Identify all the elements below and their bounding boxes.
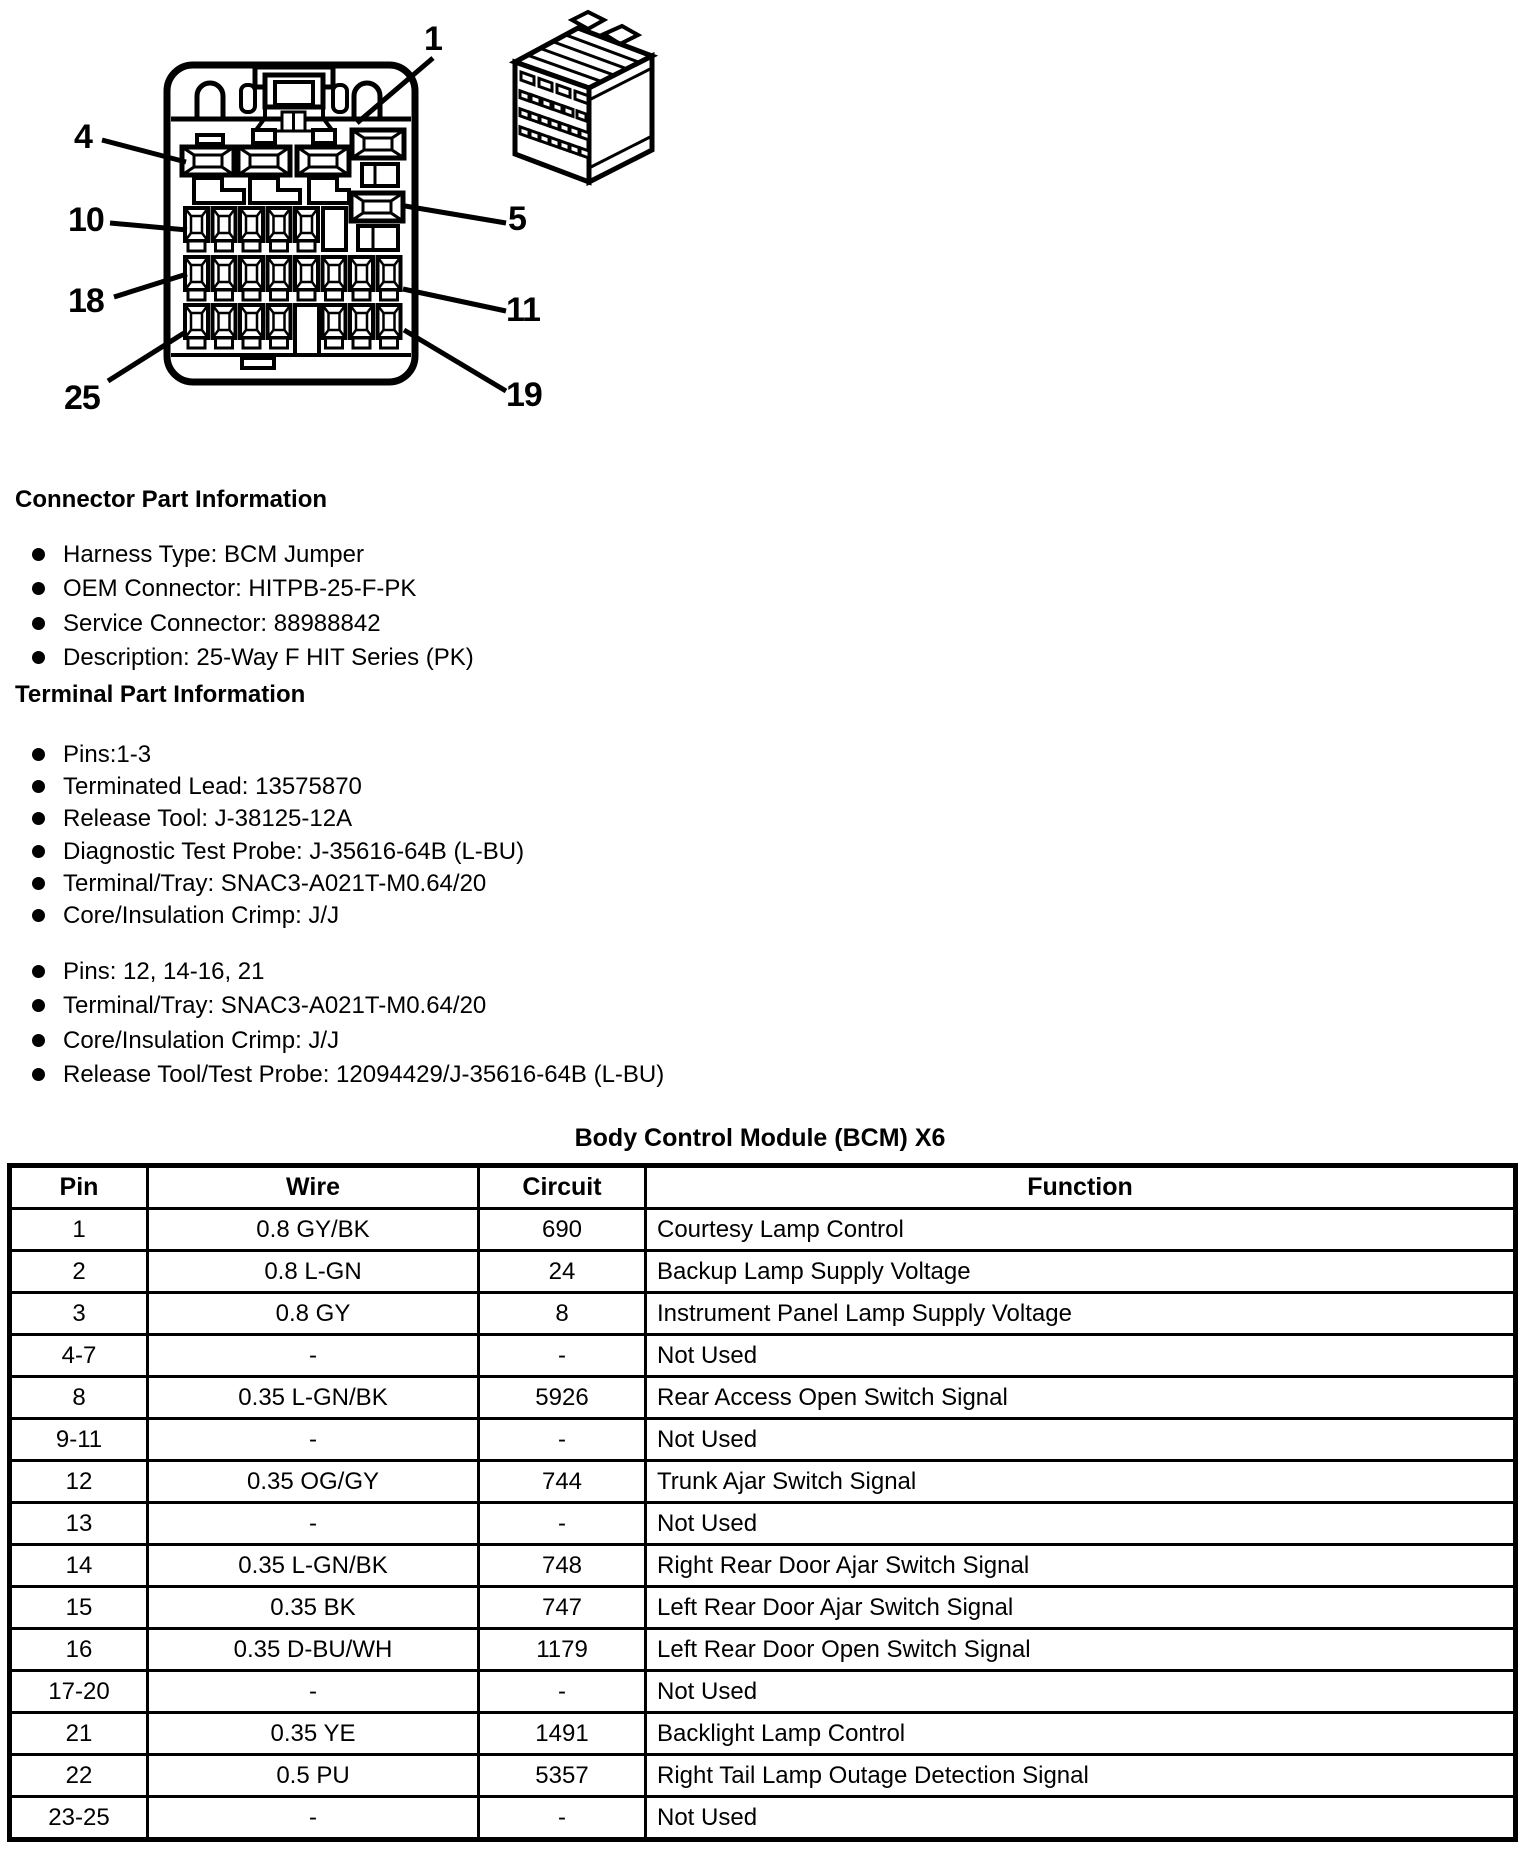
- list-item: [0, 644, 780, 678]
- wire-cell: 0.8 GY/BK: [148, 1209, 479, 1251]
- bullet-icon: [32, 909, 45, 922]
- pin-cell: 9-11: [10, 1419, 148, 1461]
- circuit-cell: 690: [479, 1209, 646, 1251]
- function-cell: Right Tail Lamp Outage Detection Signal: [646, 1755, 1516, 1797]
- pin-5-cavity: [351, 193, 403, 250]
- wire-cell: 0.8 L-GN: [148, 1251, 479, 1293]
- bullet-icon: [32, 651, 45, 664]
- callout-label-4: 4: [74, 118, 92, 156]
- list-item-text: Terminated Lead: 13575870: [63, 773, 362, 801]
- connector-face-view: [167, 65, 415, 382]
- pin-cell: 23-25: [10, 1797, 148, 1840]
- table-title: Body Control Module (BCM) X6: [574, 1124, 946, 1152]
- function-cell: Right Rear Door Ajar Switch Signal: [646, 1545, 1516, 1587]
- post-left: [197, 83, 223, 119]
- wire-cell: 0.35 L-GN/BK: [148, 1545, 479, 1587]
- circuit-cell: 24: [479, 1251, 646, 1293]
- table-row: [10, 1293, 1516, 1335]
- table-row: [10, 1587, 1516, 1629]
- wire-cell: 0.35 L-GN/BK: [148, 1377, 479, 1419]
- table-row: [10, 1797, 1516, 1840]
- bullet-icon: [32, 748, 45, 761]
- function-cell: Rear Access Open Switch Signal: [646, 1377, 1516, 1419]
- table-row: [10, 1419, 1516, 1461]
- pin-cell: 14: [10, 1545, 148, 1587]
- function-cell: Not Used: [646, 1335, 1516, 1377]
- function-cell: Courtesy Lamp Control: [646, 1209, 1516, 1251]
- list-item: [0, 870, 780, 902]
- wire-cell: 0.35 BK: [148, 1587, 479, 1629]
- callout-label-10: 10: [68, 201, 104, 239]
- circuit-cell: 744: [479, 1461, 646, 1503]
- list-item: [0, 541, 780, 575]
- circuit-cell: -: [479, 1797, 646, 1840]
- bullet-icon: [32, 582, 45, 595]
- wire-cell: 0.5 PU: [148, 1755, 479, 1797]
- connector-part-info-heading: Connector Part Information: [15, 486, 328, 513]
- list-item: [0, 838, 780, 870]
- circuit-cell: -: [479, 1671, 646, 1713]
- list-item: [0, 773, 780, 805]
- list-item-text: Service Connector: 88988842: [63, 609, 381, 637]
- circuit-cell: 8: [479, 1293, 646, 1335]
- wire-cell: -: [148, 1419, 479, 1461]
- bullet-icon: [32, 999, 45, 1012]
- circuit-cell: -: [479, 1335, 646, 1377]
- index-notch: [197, 135, 223, 144]
- circuit-cell: 5926: [479, 1377, 646, 1419]
- function-cell: Not Used: [646, 1797, 1516, 1840]
- list-item-text: Release Tool: J-38125-12A: [63, 805, 353, 833]
- column-header-wire: Wire: [148, 1166, 479, 1209]
- list-item: [0, 805, 780, 837]
- table-row: [10, 1461, 1516, 1503]
- pin-cell: 13: [10, 1503, 148, 1545]
- pin-cell: 1: [10, 1209, 148, 1251]
- list-item-text: Harness Type: BCM Jumper: [63, 541, 364, 568]
- list-item: [0, 1061, 780, 1095]
- list-item: [0, 741, 780, 773]
- callout-label-19: 19: [506, 376, 542, 414]
- list-item-text: Terminal/Tray: SNAC3-A021T-M0.64/20: [63, 869, 487, 897]
- list-item: [0, 610, 780, 644]
- list-item-text: Description: 25-Way F HIT Series (PK): [63, 644, 474, 672]
- terminal-part-info-heading: Terminal Part Information: [15, 681, 306, 708]
- list-item: [0, 992, 780, 1026]
- list-item-text: OEM Connector: HITPB-25-F-PK: [63, 575, 417, 603]
- wire-cell: -: [148, 1671, 479, 1713]
- pin-cell: 8: [10, 1377, 148, 1419]
- wire-cell: 0.35 OG/GY: [148, 1461, 479, 1503]
- list-item-text: Diagnostic Test Probe: J-35616-64B (L-BU): [63, 837, 525, 865]
- connector-3d-view: [515, 12, 652, 182]
- wire-cell: -: [148, 1503, 479, 1545]
- table-row: [10, 1251, 1516, 1293]
- terminal-part-info-list-1: [0, 741, 780, 934]
- list-item: [0, 575, 780, 609]
- function-cell: Backup Lamp Supply Voltage: [646, 1251, 1516, 1293]
- function-cell: Not Used: [646, 1671, 1516, 1713]
- function-cell: Not Used: [646, 1503, 1516, 1545]
- wire-cell: 0.35 YE: [148, 1713, 479, 1755]
- circuit-cell: 5357: [479, 1755, 646, 1797]
- circuit-cell: 747: [479, 1587, 646, 1629]
- bottom-tab: [242, 358, 274, 368]
- table-row: [10, 1503, 1516, 1545]
- pin-cell: 12: [10, 1461, 148, 1503]
- list-item-text: Pins:1-3: [63, 741, 152, 768]
- pin-cell: 3: [10, 1293, 148, 1335]
- circuit-cell: 1179: [479, 1629, 646, 1671]
- bullet-icon: [32, 617, 45, 630]
- pin-cell: 17-20: [10, 1671, 148, 1713]
- bullet-icon: [32, 845, 45, 858]
- table-row: [10, 1377, 1516, 1419]
- bullet-icon: [32, 812, 45, 825]
- bullet-icon: [32, 1034, 45, 1047]
- column-header-pin: Pin: [10, 1166, 148, 1209]
- bullet-icon: [32, 1068, 45, 1081]
- callout-label-1: 1: [424, 20, 442, 58]
- list-item: [0, 1027, 780, 1061]
- table-header-row: [10, 1166, 1516, 1209]
- function-cell: Left Rear Door Open Switch Signal: [646, 1629, 1516, 1671]
- connector-part-info-list: [0, 541, 780, 679]
- table-row: [10, 1713, 1516, 1755]
- table-row: [10, 1671, 1516, 1713]
- wire-cell: 0.35 D-BU/WH: [148, 1629, 479, 1671]
- circuit-cell: -: [479, 1503, 646, 1545]
- pin-cell: 22: [10, 1755, 148, 1797]
- table-row: [10, 1629, 1516, 1671]
- callout-label-5: 5: [508, 200, 526, 238]
- connector-diagram: [0, 0, 1520, 440]
- circuit-cell: 1491: [479, 1713, 646, 1755]
- cavity-row-1: [182, 147, 349, 203]
- pin-cell: 2: [10, 1251, 148, 1293]
- function-cell: Trunk Ajar Switch Signal: [646, 1461, 1516, 1503]
- pin-cell: 4-7: [10, 1335, 148, 1377]
- terminal-part-info-list-2: [0, 958, 780, 1096]
- wire-cell: -: [148, 1335, 479, 1377]
- function-cell: Left Rear Door Ajar Switch Signal: [646, 1587, 1516, 1629]
- pin-cell: 15: [10, 1587, 148, 1629]
- bullet-icon: [32, 965, 45, 978]
- list-item-text: Pins: 12, 14-16, 21: [63, 958, 265, 985]
- wire-cell: -: [148, 1797, 479, 1840]
- function-cell: Backlight Lamp Control: [646, 1713, 1516, 1755]
- table-row: [10, 1209, 1516, 1251]
- latch-icon: [241, 67, 347, 143]
- callout-label-25: 25: [64, 379, 100, 417]
- column-header-circuit: Circuit: [479, 1166, 646, 1209]
- pin-cell: 16: [10, 1629, 148, 1671]
- wire-cell: 0.8 GY: [148, 1293, 479, 1335]
- callout-label-11: 11: [506, 291, 540, 329]
- table-row: [10, 1335, 1516, 1377]
- bullet-icon: [32, 877, 45, 890]
- circuit-cell: -: [479, 1419, 646, 1461]
- function-cell: Instrument Panel Lamp Supply Voltage: [646, 1293, 1516, 1335]
- list-item: [0, 902, 780, 934]
- list-item-text: Core/Insulation Crimp: J/J: [63, 901, 340, 929]
- bullet-icon: [32, 548, 45, 561]
- function-cell: Not Used: [646, 1419, 1516, 1461]
- list-item-text: Terminal/Tray: SNAC3-A021T-M0.64/20: [63, 992, 487, 1020]
- table-row: [10, 1755, 1516, 1797]
- list-item-text: Core/Insulation Crimp: J/J: [63, 1026, 340, 1054]
- list-item: [0, 958, 780, 992]
- column-header-function: Function: [646, 1166, 1516, 1209]
- pinout-table: [7, 1163, 1518, 1842]
- circuit-cell: 748: [479, 1545, 646, 1587]
- pin-cell: 21: [10, 1713, 148, 1755]
- list-item-text: Release Tool/Test Probe: 12094429/J-35616-64B (L-BU): [63, 1061, 665, 1089]
- callout-label-18: 18: [68, 282, 104, 320]
- bullet-icon: [32, 780, 45, 793]
- table-row: [10, 1545, 1516, 1587]
